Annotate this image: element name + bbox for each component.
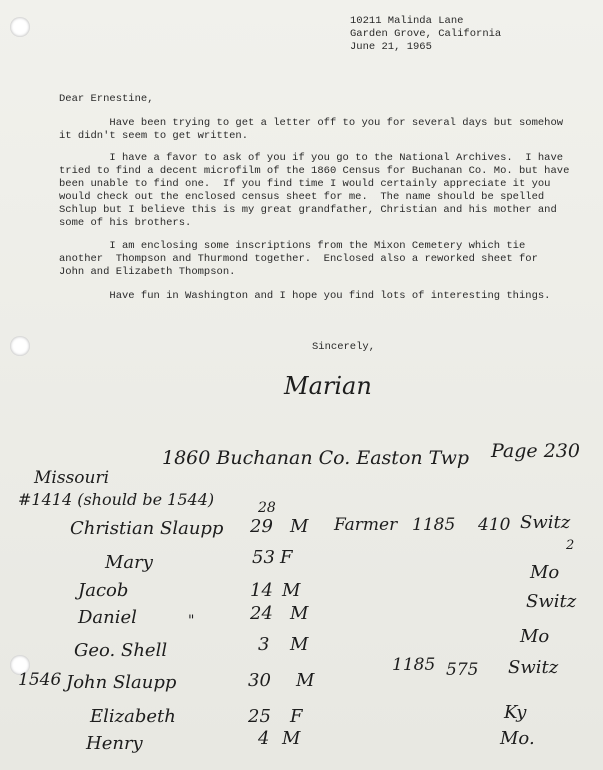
census-age: 30 (248, 670, 271, 691)
value-personal-1: 410 (478, 515, 511, 535)
census-name: Mary (105, 552, 153, 573)
paragraph-1: Have been trying to get a letter off to you for several days but somehow it didn't seem to get written. (59, 117, 564, 142)
punch-hole-middle (10, 336, 30, 356)
census-age: 3 (258, 634, 270, 655)
paragraph-2: I have a favor to ask of you if you go to the National Archives. I have tried to find a decent microfilm of the 1860 Census for Buchanan Co. Mo. but have been unable to find one. If you find time I would certainly appreciate it you would check out the enclosed census sheet for me. The name should be spelled Schlup but I believe this is my great grandfather, Christian and his mother and some of his brothers. (59, 152, 570, 229)
signature: Marian (284, 372, 372, 400)
census-name: Daniel (78, 607, 137, 628)
census-age: 4 (258, 728, 270, 749)
census-name: Geo. Shell (74, 640, 168, 661)
closing: Sincerely, (312, 341, 376, 353)
census-page: Page 230 (491, 440, 580, 462)
census-state: Missouri (34, 468, 110, 488)
return-address: 10211 Malinda Lane Garden Grove, California June 21, 1965 (350, 15, 502, 53)
census-name: Elizabeth (90, 706, 176, 727)
value-personal-2: 575 (446, 660, 479, 680)
census-name: Jacob (78, 580, 129, 601)
census-age: 53 (252, 547, 275, 568)
census-birthplace: Mo (520, 626, 550, 647)
census-birthplace: Mo (530, 562, 560, 583)
value-real-estate-2: 1185 (392, 655, 436, 675)
census-birthplace: Switz (508, 657, 559, 678)
paragraph-4: Have fun in Washington and I hope you find lots of interesting things. (59, 290, 551, 302)
household-1-number: #1414 (should be 1544) (18, 490, 215, 509)
census-sex: F (290, 706, 303, 727)
census-birthplace: Mo. (500, 728, 535, 749)
census-birthplace: Ky (504, 702, 527, 723)
value-real-estate-1: 1185 (412, 515, 456, 535)
census-age: 24 (250, 603, 273, 624)
census-header: 1860 Buchanan Co. Easton Twp (162, 447, 470, 469)
household-2-number: 1546 (18, 670, 62, 690)
census-birthplace: Switz (520, 512, 571, 533)
census-sex: M (282, 728, 301, 749)
census-sex: M (282, 580, 301, 601)
census-sex: M (296, 670, 315, 691)
census-sex: F (280, 547, 293, 568)
census-age: 29 (250, 516, 273, 537)
census-age: 25 (248, 706, 271, 727)
occupation: Farmer (334, 515, 398, 535)
census-sex: M (290, 603, 309, 624)
census-sex: M (290, 634, 309, 655)
punch-hole-top (10, 17, 30, 37)
census-name: Christian Slaupp (70, 518, 224, 539)
ditto-mark-2: 2 (566, 538, 575, 553)
census-age: 14 (250, 580, 273, 601)
paragraph-3: I am enclosing some inscriptions from the Mixon Cemetery which tie another Thompson and Thurmond together. Enclosed also a reworked sheet for John and Elizabeth Thompson. (59, 240, 538, 278)
age-correction: 28 (258, 500, 276, 516)
census-name: Henry (86, 733, 143, 754)
ditto-mark-1: " (188, 613, 195, 629)
salutation: Dear Ernestine, (59, 93, 154, 105)
census-name: John Slaupp (66, 672, 177, 693)
census-birthplace: Switz (526, 591, 577, 612)
census-sex: M (290, 516, 309, 537)
